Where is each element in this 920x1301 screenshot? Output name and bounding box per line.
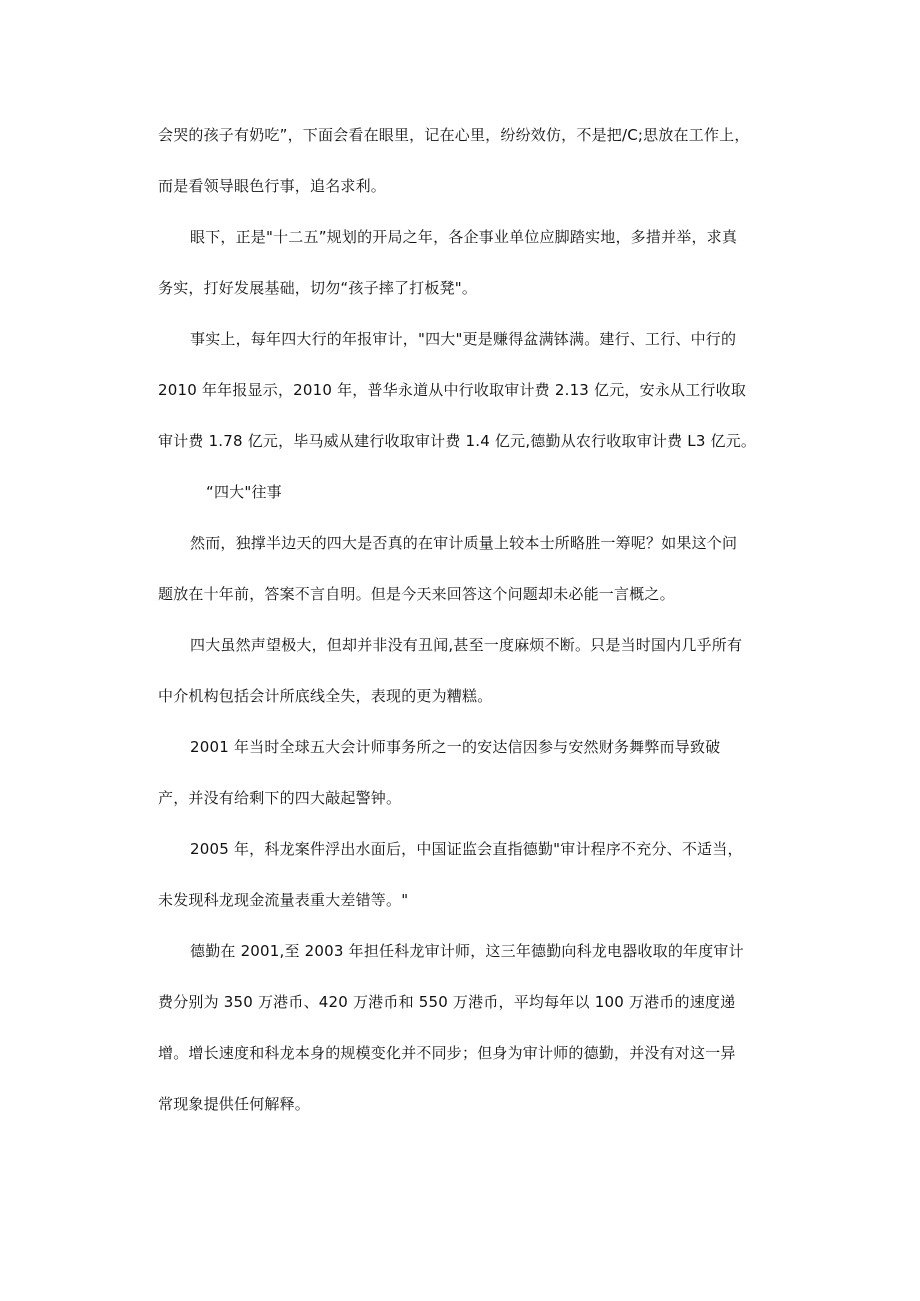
- text-line: 常现象提供任何解释。: [158, 1095, 311, 1113]
- text-line: 2005 年，科龙案件浮出水面后，中国证监会直指德勤"审计程序不充分、不适当，: [190, 840, 743, 858]
- text-line: 德勤在 2001,至 2003 年担任科龙审计师，这三年德勤向科龙电器收取的年度审计: [190, 942, 744, 960]
- text-line: 2001 年当时全球五大会计师事务所之一的安达信因参与安然财务舞弊而导致破: [190, 738, 721, 756]
- text-line: 而是看领导眼色行事，追名求利。: [158, 177, 387, 195]
- section-heading: “四大"往事: [206, 483, 282, 501]
- text-line: 事实上，每年四大行的年报审计，"四大"更是赚得盆满钵满。建行、工行、中行的: [190, 330, 737, 348]
- text-line: 会哭的孩子有奶吃”，下面会看在眼里，记在心里，纷纷效仿，不是把/C;思放在工作上，: [158, 126, 750, 144]
- text-line: 增。增长速度和科龙本身的规模变化并不同步；但身为审计师的德勤，并没有对这一异: [158, 1044, 736, 1062]
- text-line: 费分别为 350 万港币、420 万港币和 550 万港币，平均每年以 100 万港币的速度递: [158, 993, 736, 1011]
- text-line: 然而，独撑半边天的四大是否真的在审计质量上较本士所略胜一筹呢？如果这个问: [190, 534, 738, 552]
- text-line: 审计费 1.78 亿元，毕马威从建行收取审计费 1.4 亿元,德勤从农行收取审计费 L3 亿元。: [158, 432, 757, 450]
- text-line: 四大虽然声望极大，但却并非没有丑闻,甚至一度麻烦不断。只是当时国内几乎所有: [190, 636, 743, 654]
- text-line: 2010 年年报显示，2010 年，普华永道从中行收取审计费 2.13 亿元，安永从工行收取: [158, 381, 747, 399]
- text-line: 未发现科龙现金流量表重大差错等。": [158, 891, 409, 909]
- text-line: 中介机构包括会计所底线全失，表现的更为糟糕。: [158, 687, 493, 705]
- text-line: 务实，打好发展基础，切勿“孩子摔了打板凳"。: [158, 279, 478, 297]
- text-line: 题放在十年前，答案不言自明。但是今天来回答这个问题却未必能一言概之。: [158, 585, 675, 603]
- text-line: 眼下，正是"十二五”规划的开局之年，各企事业单位应脚踏实地，多措并举，求真: [190, 228, 738, 246]
- text-line: 产，并没有给剩下的四大敲起警钟。: [158, 789, 402, 807]
